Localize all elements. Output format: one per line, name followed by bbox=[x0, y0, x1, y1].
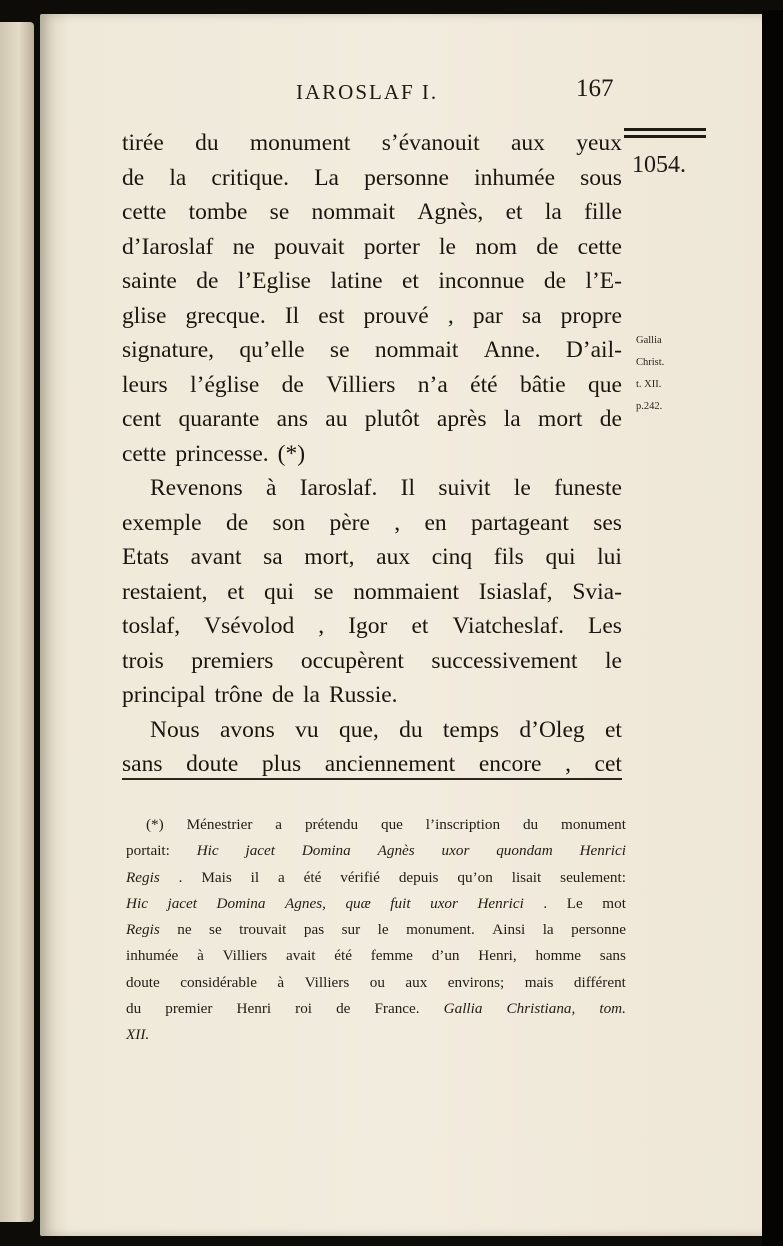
footnote-line: doute considérable à Villiers ou aux environs; mais différent bbox=[126, 973, 626, 991]
margin-rule-bottom bbox=[624, 135, 706, 138]
page-number: 167 bbox=[576, 75, 614, 102]
margin-rule-top bbox=[624, 128, 706, 131]
running-head: IAROSLAF I. bbox=[296, 80, 439, 104]
text-line: de la critique. La personne inhumée sous bbox=[122, 164, 622, 191]
footnote-line: portait: Hic jacet Domina Agnès uxor quondam Henrici bbox=[126, 842, 626, 860]
text-line: restaient, et qui se nommaient Isiaslaf, Svia- bbox=[122, 578, 622, 605]
page-border bbox=[762, 10, 783, 1246]
text-line: principal trône de la Russie. bbox=[122, 682, 398, 708]
margin-reference bbox=[636, 330, 686, 418]
text-line: Nous avons vu que, du temps d’Oleg et bbox=[150, 716, 622, 743]
main-text bbox=[122, 126, 622, 782]
text-line: cent quarante ans au plutôt après la mort de bbox=[122, 406, 622, 432]
previous-page-edge bbox=[0, 22, 34, 1222]
text-line: cette princesse. (*) bbox=[122, 440, 306, 467]
margin-ref-line: p.242. bbox=[636, 401, 663, 412]
footnote-line: (*) Ménestrier a prétendu que l’inscription du monument bbox=[146, 816, 626, 833]
text-line: tirée du monument s’évanouit aux yeux bbox=[122, 130, 622, 156]
footnote-line: Hic jacet Domina Agnes, quæ fuit uxor Henrici . Le mot bbox=[126, 894, 626, 912]
text-line: cette tombe se nommait Agnès, et la fille bbox=[122, 199, 622, 225]
text-line: Etats avant sa mort, aux cinq fils qui lui bbox=[122, 544, 622, 570]
margin-ref-line: Christ. bbox=[636, 357, 665, 368]
margin-year: 1054. bbox=[632, 152, 686, 178]
footnote-line: XII. bbox=[126, 1026, 150, 1044]
footnote-line: inhumée à Villiers avait été femme d’un Henri, homme sans bbox=[126, 947, 626, 965]
text-line: sans doute plus anciennement encore , cet bbox=[122, 751, 622, 777]
text-line: leurs l’église de Villiers n’a été bâtie que bbox=[122, 371, 622, 398]
margin-ref-line: Gallia bbox=[636, 335, 662, 346]
footnote bbox=[126, 812, 626, 1049]
text-line: exemple de son père , en partageant ses bbox=[122, 509, 622, 536]
text-line: toslaf, Vsévolod , Igor et Viatcheslaf. Les bbox=[122, 613, 622, 639]
text-line: glise grecque. Il est prouvé , par sa propre bbox=[122, 302, 622, 329]
footnote-rule bbox=[122, 778, 622, 780]
footnote-line: Regis ne se trouvait pas sur le monument. Ainsi la personne bbox=[126, 921, 626, 939]
margin-ref-line: t. XII. bbox=[636, 379, 662, 390]
text-line: sainte de l’Eglise latine et inconnue de l’E- bbox=[122, 268, 622, 294]
text-line: trois premiers occupèrent successivement le bbox=[122, 647, 622, 674]
footnote-line: du premier Henri roi de France. Gallia Christiana, tom. bbox=[126, 1000, 626, 1018]
text-line: Revenons à Iaroslaf. Il suivit le funeste bbox=[150, 475, 622, 501]
text-line: d’Iaroslaf ne pouvait porter le nom de cette bbox=[122, 233, 622, 260]
text-line: signature, qu’elle se nommait Anne. D’ail- bbox=[122, 337, 622, 363]
footnote-line: Regis . Mais il a été vérifié depuis qu’on lisait seulement: bbox=[126, 868, 626, 886]
